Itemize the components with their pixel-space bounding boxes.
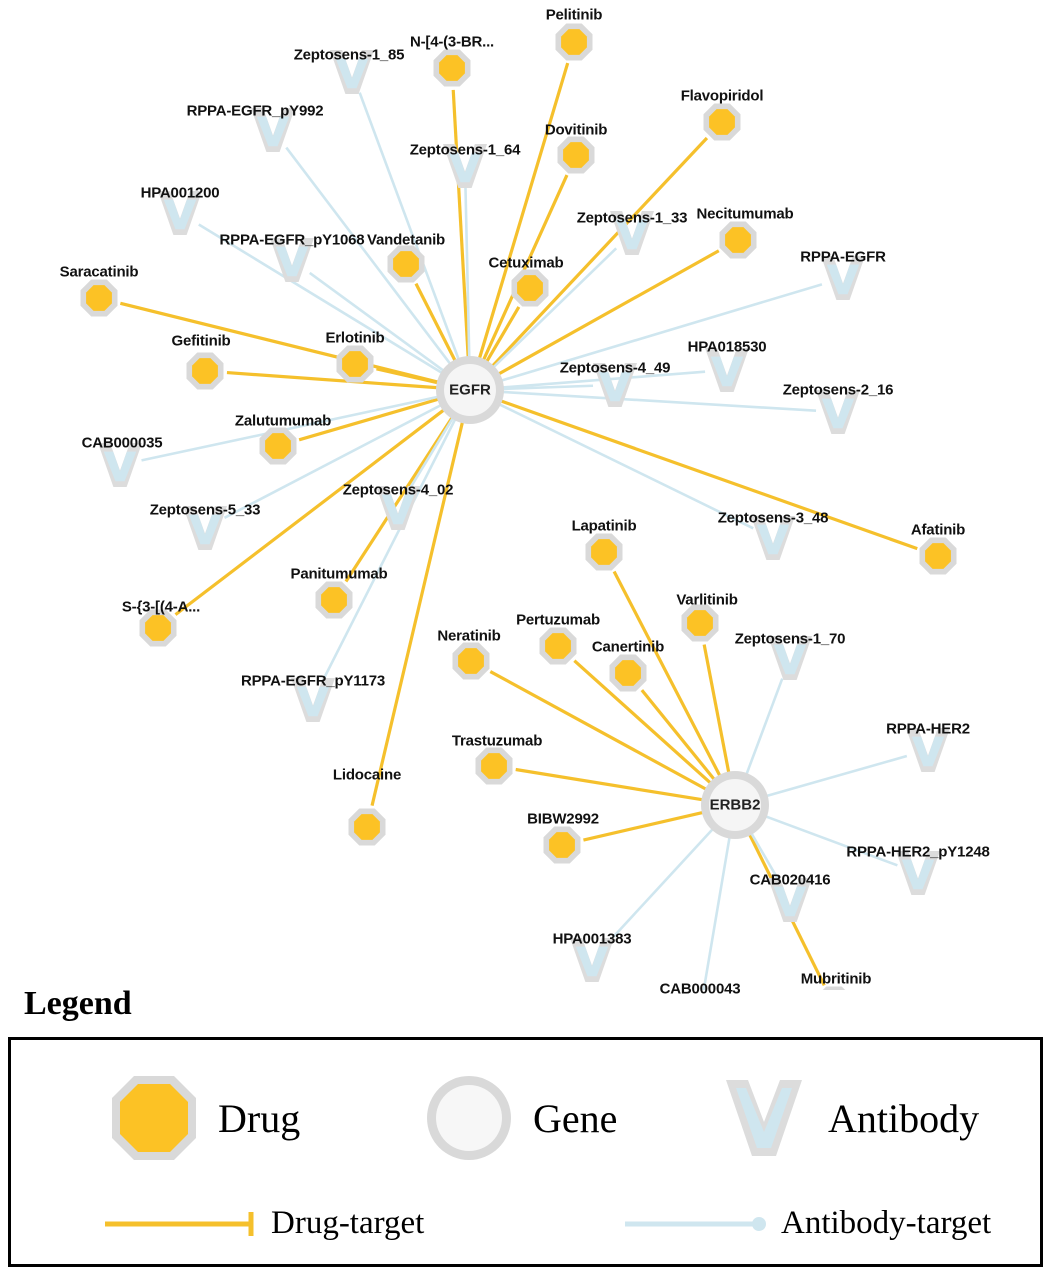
drug-node-label: Zalutumumab [234, 412, 332, 430]
antibody-node-label: CAB000043 [659, 980, 741, 998]
antibody-target-edge [607, 827, 715, 944]
drug-node-label: Dovitinib [544, 121, 608, 139]
legend-edge-types [11, 1205, 1040, 1265]
drug-node-label: BIBW2992 [527, 810, 599, 828]
drug-node[interactable] [260, 428, 297, 465]
drug-target-edge [583, 812, 705, 840]
drug-node[interactable] [586, 534, 623, 571]
gene-node-label: ERBB2 [709, 796, 761, 814]
antibody-node-label: RPPA-EGFR_pY1068 [219, 231, 365, 249]
legend-title: Legend [24, 985, 132, 1022]
legend-box [8, 1037, 1043, 1267]
legend-label-drug: Drug [218, 1095, 301, 1141]
legend-item-drug-target [101, 1205, 424, 1242]
drug-node-label: Lapatinib [571, 517, 637, 535]
gene-icon [421, 1070, 517, 1166]
antibody-target-edge-icon [621, 1207, 771, 1241]
drug-node-label: Panitumumab [290, 565, 388, 583]
drug-target-edge [498, 400, 917, 549]
legend-item-drug [106, 1070, 300, 1166]
drug-target-edge-icon [101, 1207, 261, 1241]
legend-label-gene: Gene [533, 1095, 618, 1141]
drug-node[interactable] [558, 137, 595, 174]
legend [0, 985, 1059, 1280]
legend-label-antibody: Antibody [828, 1095, 980, 1141]
drug-icon [106, 1070, 202, 1166]
antibody-node-label: Zeptosens-1_64 [409, 141, 521, 159]
drug-node-label: Afatinib [910, 521, 966, 539]
antibody-node-label: Zeptosens-1_33 [576, 209, 688, 227]
drug-node[interactable] [187, 353, 224, 390]
drug-node-label: Erlotinib [325, 329, 385, 347]
drug-node[interactable] [81, 280, 118, 317]
drug-node-label: Varlitinib [676, 591, 738, 609]
drug-node[interactable] [388, 246, 425, 283]
antibody-node-label: Zeptosens-1_85 [293, 46, 405, 64]
antibody-node-label: HPA001383 [552, 930, 632, 948]
antibody-icon [716, 1070, 812, 1166]
legend-item-antibody-target [621, 1205, 991, 1242]
antibody-node-label: CAB020416 [749, 871, 831, 889]
gene-node-label: EGFR [449, 381, 491, 399]
antibody-node-label: RPPA-HER2_pY1248 [846, 843, 990, 861]
drug-node[interactable] [434, 50, 471, 87]
antibody-target-edge [497, 403, 753, 528]
antibody-target-edge [746, 679, 783, 777]
legend-label-antibody-target: Antibody-target [781, 1205, 992, 1241]
drug-node-label: Flavopiridol [680, 87, 764, 105]
drug-target-edge [479, 63, 568, 361]
drug-node[interactable] [544, 827, 581, 864]
drug-node-label: Vandetanib [366, 231, 446, 249]
antibody-node-label: HPA001200 [140, 184, 220, 202]
antibody-node-label: Zeptosens-1_70 [734, 630, 846, 648]
drug-node-label: Lidocaine [332, 766, 402, 784]
antibody-target-edge [500, 392, 816, 411]
drug-node[interactable] [920, 538, 957, 575]
drug-node-label: Gefitinib [171, 332, 231, 350]
drug-node-label: Neratinib [437, 627, 501, 645]
drug-node-label: N-[4-(3-BR... [409, 33, 495, 51]
drug-node-label: Trastuzumab [451, 732, 543, 750]
drug-node-label: S-{3-[(4-A... [121, 598, 201, 616]
antibody-node-label: Zeptosens-3_48 [717, 509, 829, 527]
drug-node-label: Cetuximab [488, 254, 564, 272]
drug-node[interactable] [540, 628, 577, 665]
antibody-node-label: RPPA-EGFR [800, 248, 886, 266]
drug-target-edge [642, 690, 716, 782]
drug-node-label: Canertinib [591, 638, 665, 656]
drug-node-label: Pelitinib [545, 6, 603, 24]
drug-node[interactable] [512, 270, 549, 307]
antibody-target-edge [704, 835, 730, 990]
drug-node[interactable] [610, 655, 647, 692]
drug-node[interactable] [476, 748, 513, 785]
antibody-target-edge [310, 273, 446, 372]
drug-target-edge [488, 138, 707, 368]
drug-node[interactable] [316, 582, 353, 619]
antibody-node-label: HPA018530 [687, 338, 767, 356]
antibody-node-label: RPPA-HER2 [886, 720, 970, 738]
drug-node-label: Pertuzumab [516, 611, 600, 629]
antibody-node-label: CAB000035 [81, 434, 163, 452]
antibody-node-label: RPPA-EGFR_pY1173 [240, 672, 386, 690]
antibody-node-label: Zeptosens-5_33 [149, 501, 261, 519]
legend-node-types [11, 1070, 1040, 1180]
legend-label-drug-target: Drug-target [271, 1205, 425, 1241]
drug-node[interactable] [556, 24, 593, 61]
antibody-node-label: RPPA-EGFR_pY992 [186, 102, 324, 120]
drug-node[interactable] [349, 809, 386, 846]
drug-node-label: Saracatinib [59, 263, 139, 281]
drug-node[interactable] [453, 643, 490, 680]
antibody-node-label: Zeptosens-4_02 [342, 481, 454, 499]
antibody-node-label: Zeptosens-4_49 [559, 359, 671, 377]
drug-node[interactable] [720, 222, 757, 259]
drug-node[interactable] [704, 104, 741, 141]
legend-item-gene [421, 1070, 617, 1166]
legend-item-antibody [716, 1070, 979, 1166]
drug-node-label: Necitumumab [696, 205, 794, 223]
drug-node-label: Mubritinib [800, 970, 872, 988]
drug-node[interactable] [337, 346, 374, 383]
antibody-target-edge [764, 756, 907, 797]
antibody-node-label: Zeptosens-2_16 [782, 381, 894, 399]
drug-node[interactable] [682, 605, 719, 642]
drug-target-edge [376, 369, 440, 384]
